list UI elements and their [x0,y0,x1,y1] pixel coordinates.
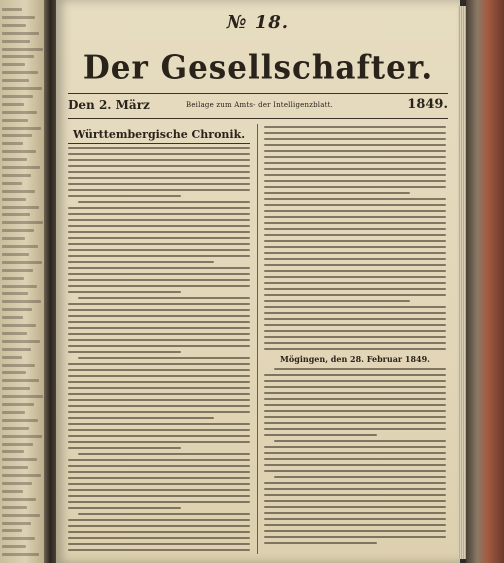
text-line [264,204,446,206]
text-line [264,276,446,278]
book-cover-edge [466,0,504,563]
text-line [68,249,250,251]
text-line [264,210,446,212]
text-line [68,399,250,401]
facing-text-line [2,514,40,517]
text-line [264,336,446,338]
facing-text-line [2,364,35,367]
facing-text-line [2,443,33,446]
masthead-rule-top [68,93,448,94]
facing-text-line [2,371,26,374]
text-line [68,195,181,197]
text-line [264,216,446,218]
text-line [68,465,250,467]
facing-text-line [2,387,30,390]
facing-text-line [2,474,41,477]
text-line [264,536,446,538]
text-line [68,213,250,215]
facing-text-line [2,427,29,430]
text-line [68,303,250,305]
text-line [264,144,446,146]
text-line [68,177,250,179]
text-line [68,501,250,503]
text-line [68,381,250,383]
text-line [68,339,250,341]
text-line [264,294,446,296]
facing-text-line [2,356,22,359]
facing-text-line [2,277,24,280]
text-line [264,318,446,320]
text-line [68,255,250,257]
text-line [68,483,250,485]
facing-text-line [2,261,42,264]
column-right-text-top [264,126,446,350]
text-line [68,459,250,461]
facing-text-line [2,111,37,114]
facing-text-line [2,403,34,406]
facing-text-line [2,545,26,548]
facing-text-line [2,150,36,153]
text-line [264,138,446,140]
facing-text-line [2,379,39,382]
facing-text-line [2,292,28,295]
text-line [264,404,446,406]
facing-text-line [2,537,35,540]
text-line [68,351,181,353]
facing-text-line [2,529,22,532]
facing-text-line [2,182,22,185]
text-line [264,258,446,260]
facing-text-line [2,134,32,137]
text-line [264,240,446,242]
text-line [78,201,250,203]
column-left [68,128,250,555]
facing-text-line [2,213,30,216]
text-line [68,417,214,419]
text-line [68,183,250,185]
text-line [68,411,250,413]
facing-text-line [2,324,36,327]
facing-text-line [2,8,22,11]
facing-text-line [2,466,28,469]
facing-text-line [2,158,27,161]
column-right-text-bottom [264,368,446,544]
facing-text-line [2,506,27,509]
text-line [264,300,410,302]
text-line [264,500,446,502]
text-line [68,225,250,227]
text-line [68,549,250,551]
text-line [264,186,446,188]
text-line [264,342,446,344]
text-line [264,234,446,236]
facing-text-line [2,450,24,453]
facing-text-line [2,119,28,122]
text-line [274,476,446,478]
text-line [264,470,446,472]
text-line [264,482,446,484]
facing-text-line [2,71,38,74]
text-line [68,273,250,275]
text-line [78,513,250,515]
text-line [68,171,250,173]
text-line [68,441,250,443]
facing-text-line [2,55,34,58]
text-line [68,423,250,425]
text-line [264,428,446,430]
facing-text-line [2,87,42,90]
text-line [264,228,446,230]
text-line [264,452,446,454]
text-line [264,174,446,176]
text-line [68,531,250,533]
text-line [68,435,250,437]
facing-text-line [2,95,33,98]
facing-text-line [2,103,24,106]
text-line [68,369,250,371]
text-line [264,494,446,496]
text-line [264,524,446,526]
text-line [264,132,446,134]
text-line [264,434,377,436]
text-line [264,150,446,152]
facing-text-line [2,79,29,82]
text-line [264,270,446,272]
facing-text-line [2,348,31,351]
text-line [68,279,250,281]
facing-text-line [2,237,25,240]
text-line [274,368,446,370]
facing-text-line [2,435,42,438]
facing-text-line [2,300,41,303]
facing-page-fragment [0,0,46,563]
column-divider [257,124,258,554]
text-line [264,398,446,400]
text-line [264,464,446,466]
text-line [264,458,446,460]
masthead-rule-bottom [68,118,448,119]
text-line [68,495,250,497]
text-line [264,488,446,490]
text-line [68,165,250,167]
text-line [264,422,446,424]
text-line [78,297,250,299]
issue-date: Den 2. März [68,98,150,112]
text-line [264,198,446,200]
facing-text-line [2,245,38,248]
text-line [264,288,446,290]
facing-text-line [2,229,34,232]
text-line [68,507,181,509]
facing-text-line [2,411,25,414]
facing-text-line [2,32,39,35]
text-line [68,429,250,431]
text-line [264,252,446,254]
facing-text-line [2,285,37,288]
facing-text-line [2,458,37,461]
text-line [264,542,377,544]
text-line [274,440,446,442]
text-line [68,333,250,335]
text-line [68,189,250,191]
text-line [264,518,446,520]
facing-text-line [2,63,25,66]
facing-text-line [2,522,31,525]
masthead-title: Der Gesellschafter. [82,49,434,87]
text-line [68,447,181,449]
facing-text-line [2,24,26,27]
facing-text-line [2,308,32,311]
article-dateline: Mögingen, den 28. Februar 1849. [280,354,430,364]
text-line [68,471,250,473]
text-line [68,315,250,317]
supplement-note: Beilage zum Amts- der Intelligenzblatt. [186,101,334,109]
facing-text-line [2,490,23,493]
facing-text-line [2,190,35,193]
facing-text-line [2,482,32,485]
text-line [264,512,446,514]
issue-year: 1849. [407,97,448,112]
column-left-text [68,147,250,551]
text-line [68,231,250,233]
text-line [68,207,250,209]
text-line [264,392,446,394]
section-heading: Württembergische Chronik. [68,128,250,144]
text-line [264,222,446,224]
text-line [68,309,250,311]
text-line [68,243,250,245]
text-line [68,147,250,149]
text-line [264,192,410,194]
text-line [68,159,250,161]
text-line [264,156,446,158]
text-line [264,410,446,412]
facing-text-line [2,142,23,145]
text-line [68,285,250,287]
facing-text-line [2,48,43,51]
facing-text-line [2,332,27,335]
facing-text-line [2,419,38,422]
text-line [68,237,250,239]
text-line [264,374,446,376]
text-line [68,327,250,329]
text-line [264,446,446,448]
facing-text-line [2,316,23,319]
text-line [264,282,446,284]
text-line [264,386,446,388]
text-line [68,345,250,347]
date-line [68,96,448,116]
text-line [68,321,250,323]
text-line [264,126,446,128]
facing-text-line [2,498,36,501]
facing-text-line [2,166,40,169]
text-line [68,543,250,545]
text-line [264,264,446,266]
text-line [78,453,250,455]
text-line [264,506,446,508]
text-line [68,477,250,479]
text-line [264,416,446,418]
text-line [68,525,250,527]
text-line [264,330,446,332]
text-line [264,168,446,170]
text-line [264,162,446,164]
facing-text-line [2,221,43,224]
issue-number: № 18. [226,12,290,33]
text-line [264,348,446,350]
text-line [68,261,214,263]
text-line [264,530,446,532]
text-line [68,405,250,407]
newspaper-page [56,0,460,563]
facing-text-line [2,253,29,256]
facing-text-line [2,174,31,177]
text-line [68,489,250,491]
text-line [264,312,446,314]
facing-text-line [2,269,33,272]
text-line [68,393,250,395]
facing-text-line [2,40,30,43]
facing-text-line [2,16,35,19]
text-line [68,153,250,155]
text-line [264,180,446,182]
facing-text-line [2,340,40,343]
text-line [68,387,250,389]
text-line [264,380,446,382]
facing-text-line [2,127,41,130]
facing-text-line [2,198,26,201]
text-line [68,219,250,221]
text-line [78,357,250,359]
text-line [264,324,446,326]
facing-text-line [2,395,43,398]
text-line [68,267,250,269]
text-line [264,306,446,308]
column-right [264,126,446,548]
text-line [68,537,250,539]
facing-text-line [2,206,39,209]
text-line [68,291,181,293]
text-line [68,519,250,521]
text-line [68,375,250,377]
text-line [264,246,446,248]
facing-text-line [2,553,39,556]
text-line [68,363,250,365]
